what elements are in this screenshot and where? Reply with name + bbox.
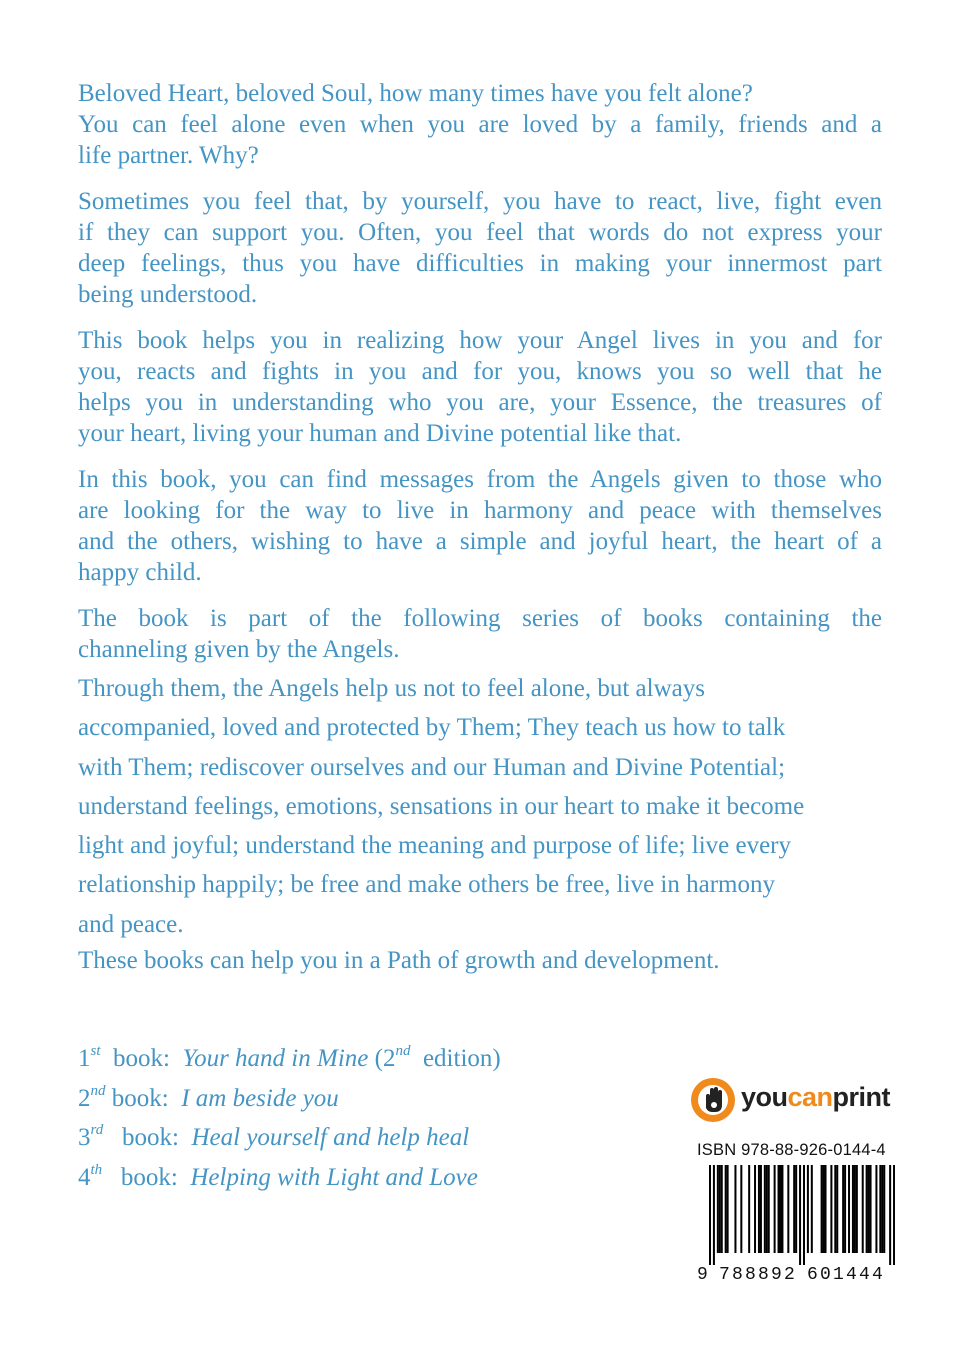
book-item-2 xyxy=(78,1079,501,1119)
barcode-bar xyxy=(881,1165,883,1253)
barcode-bar xyxy=(748,1165,750,1253)
barcode-bar xyxy=(842,1165,844,1253)
book-ordinal: st xyxy=(90,1043,101,1059)
book-edition-ordinal: nd xyxy=(395,1043,411,1059)
barcode-bar xyxy=(844,1165,846,1253)
barcode-bar xyxy=(774,1165,776,1253)
barcode-bar xyxy=(836,1165,838,1253)
text-line: and the others, wishing to have a simple and joyful heart, the heart of a xyxy=(78,528,882,555)
barcode-bar xyxy=(725,1165,727,1253)
book-label: book: xyxy=(120,1163,178,1191)
book-series-list xyxy=(78,1039,501,1197)
paragraph-intro xyxy=(78,78,882,171)
text-line: deep feelings, thus you have difficulties in making your innermost part xyxy=(78,250,882,277)
barcode-bar xyxy=(787,1165,789,1253)
barcode-bar xyxy=(795,1165,797,1253)
barcode-bar xyxy=(848,1165,850,1253)
barcode-bar xyxy=(866,1165,868,1253)
barcode-bar xyxy=(862,1165,864,1253)
barcode-bar xyxy=(889,1165,891,1265)
barcode-bar xyxy=(768,1165,770,1253)
publisher-logo xyxy=(689,1076,894,1124)
barcode-digit-group-right: 601444 xyxy=(807,1265,886,1285)
barcode-bar xyxy=(779,1165,781,1253)
book-label: book: xyxy=(113,1045,170,1072)
text-line: In this book, you can find messages from the Angels given to those who xyxy=(78,466,882,493)
book-label: book: xyxy=(122,1124,179,1151)
barcode-bar xyxy=(719,1165,721,1253)
book-ordinal: rd xyxy=(90,1122,104,1138)
barcode-digits xyxy=(697,1265,895,1293)
book-item-4 xyxy=(78,1158,501,1198)
barcode-bar xyxy=(758,1165,760,1253)
book-item-3 xyxy=(78,1118,501,1158)
barcode-bar xyxy=(734,1165,736,1253)
barcode-digit-first: 9 xyxy=(697,1265,708,1285)
barcode-bar xyxy=(883,1165,885,1253)
barcode-bar xyxy=(879,1165,881,1253)
wordmark-print: print xyxy=(832,1082,891,1112)
barcode-digit-group-left: 788892 xyxy=(719,1265,798,1285)
barcode-bar xyxy=(834,1165,836,1253)
barcode-bar xyxy=(821,1165,823,1253)
text-line: This book helps you in realizing how your Angel lives in you and for xyxy=(78,327,882,354)
text-line: light and joyful; understand the meaning and purpose of life; live every xyxy=(78,832,792,860)
text-line: Sometimes you feel that, by yourself, you have to react, live, fight even xyxy=(78,188,882,215)
back-cover-text xyxy=(78,78,882,977)
text-line: are looking for the way to live in harmony and peace with themselves xyxy=(78,497,882,524)
text-line: if they can support you. Often, you feel that words do not express your xyxy=(78,219,882,246)
barcode-bar xyxy=(856,1165,858,1253)
barcode-bar xyxy=(717,1165,719,1253)
text-line: Beloved Heart, beloved Soul, how many times have you felt alone? xyxy=(78,80,753,107)
book-edition-pre: (2 xyxy=(374,1045,396,1072)
paragraph-alone xyxy=(78,186,882,310)
paragraph-series xyxy=(78,603,882,665)
text-line: life partner. Why? xyxy=(78,142,259,169)
text-line: You can feel alone even when you are loved by a family, friends and a xyxy=(78,111,882,138)
text-line: relationship happily; be free and make others be free, live in harmony xyxy=(78,871,775,899)
book-title: Helping with Light and Love xyxy=(190,1163,478,1191)
barcode-bar xyxy=(778,1165,780,1253)
book-title: Your hand in Mine xyxy=(182,1045,369,1072)
barcode-bar xyxy=(764,1165,766,1253)
barcode-bar xyxy=(709,1165,711,1265)
book-edition-post: edition) xyxy=(422,1045,501,1072)
book-number: 2 xyxy=(78,1084,91,1112)
book-title: I am beside you xyxy=(181,1084,339,1112)
text-line: you, reacts and fights in you and for you, knows you so well that he xyxy=(78,358,882,385)
wordmark-can: can xyxy=(787,1082,833,1112)
book-title: Heal yourself and help heal xyxy=(191,1124,470,1151)
text-line: and peace. xyxy=(78,910,184,938)
barcode-bar xyxy=(740,1165,742,1253)
book-number: 1 xyxy=(78,1045,91,1072)
barcode-bar xyxy=(754,1165,756,1253)
barcode-bar xyxy=(825,1165,827,1253)
barcode-bar xyxy=(852,1165,854,1253)
text-line: Through them, the Angels help us not to feel alone, but always xyxy=(78,675,705,702)
barcode-bar xyxy=(766,1165,768,1253)
paragraph-growth: These books can help you in a Path of growth and development. xyxy=(78,947,720,975)
barcode-bar xyxy=(893,1165,895,1265)
barcode-bar xyxy=(799,1165,801,1265)
text-line: understand feelings, emotions, sensations in our heart to make it become xyxy=(78,792,805,820)
text-line: with Them; rediscover ourselves and our Human and Divine Potential; xyxy=(78,753,786,781)
book-number: 3 xyxy=(78,1124,91,1151)
barcode-bar xyxy=(854,1165,856,1253)
text-line: The book is part of the following series of books containing the xyxy=(78,605,882,632)
text-line: being understood. xyxy=(78,281,258,308)
wordmark-you: you xyxy=(741,1082,788,1112)
book-number: 4 xyxy=(78,1163,91,1191)
publisher-wordmark xyxy=(741,1082,890,1113)
barcode-bar xyxy=(870,1165,872,1253)
isbn-label: ISBN 978-88-926-0144-4 xyxy=(697,1141,886,1159)
barcode xyxy=(697,1165,895,1265)
barcode-bar xyxy=(721,1165,723,1253)
book-item-1 xyxy=(78,1039,501,1079)
text-line: helps you in understanding who you are, your Essence, the treasures of xyxy=(78,389,882,416)
paragraph-messages xyxy=(78,464,882,588)
barcode-bar xyxy=(875,1165,877,1253)
barcode-bar xyxy=(807,1165,809,1253)
text-line: your heart, living your human and Divine potential like that. xyxy=(78,420,682,447)
book-ordinal: nd xyxy=(90,1082,106,1099)
book-label: book: xyxy=(111,1084,169,1112)
book-ordinal: th xyxy=(90,1161,103,1178)
text-line: happy child. xyxy=(78,559,202,586)
barcode-bar xyxy=(823,1165,825,1253)
barcode-bar xyxy=(727,1165,729,1253)
text-line: channeling given by the Angels. xyxy=(78,636,400,663)
barcode-bar xyxy=(830,1165,832,1253)
hand-circle-icon xyxy=(689,1076,737,1124)
barcode-bar xyxy=(760,1165,762,1253)
barcode-bar xyxy=(713,1165,715,1265)
barcode-bar xyxy=(793,1165,795,1253)
text-line: accompanied, loved and protected by Them; They teach us how to talk xyxy=(78,714,786,742)
barcode-bar xyxy=(811,1165,813,1253)
barcode-bar xyxy=(868,1165,870,1253)
paragraph-angel xyxy=(78,325,882,449)
barcode-bar xyxy=(781,1165,783,1253)
barcode-bar xyxy=(803,1165,805,1265)
paragraph-through-them xyxy=(78,669,882,944)
